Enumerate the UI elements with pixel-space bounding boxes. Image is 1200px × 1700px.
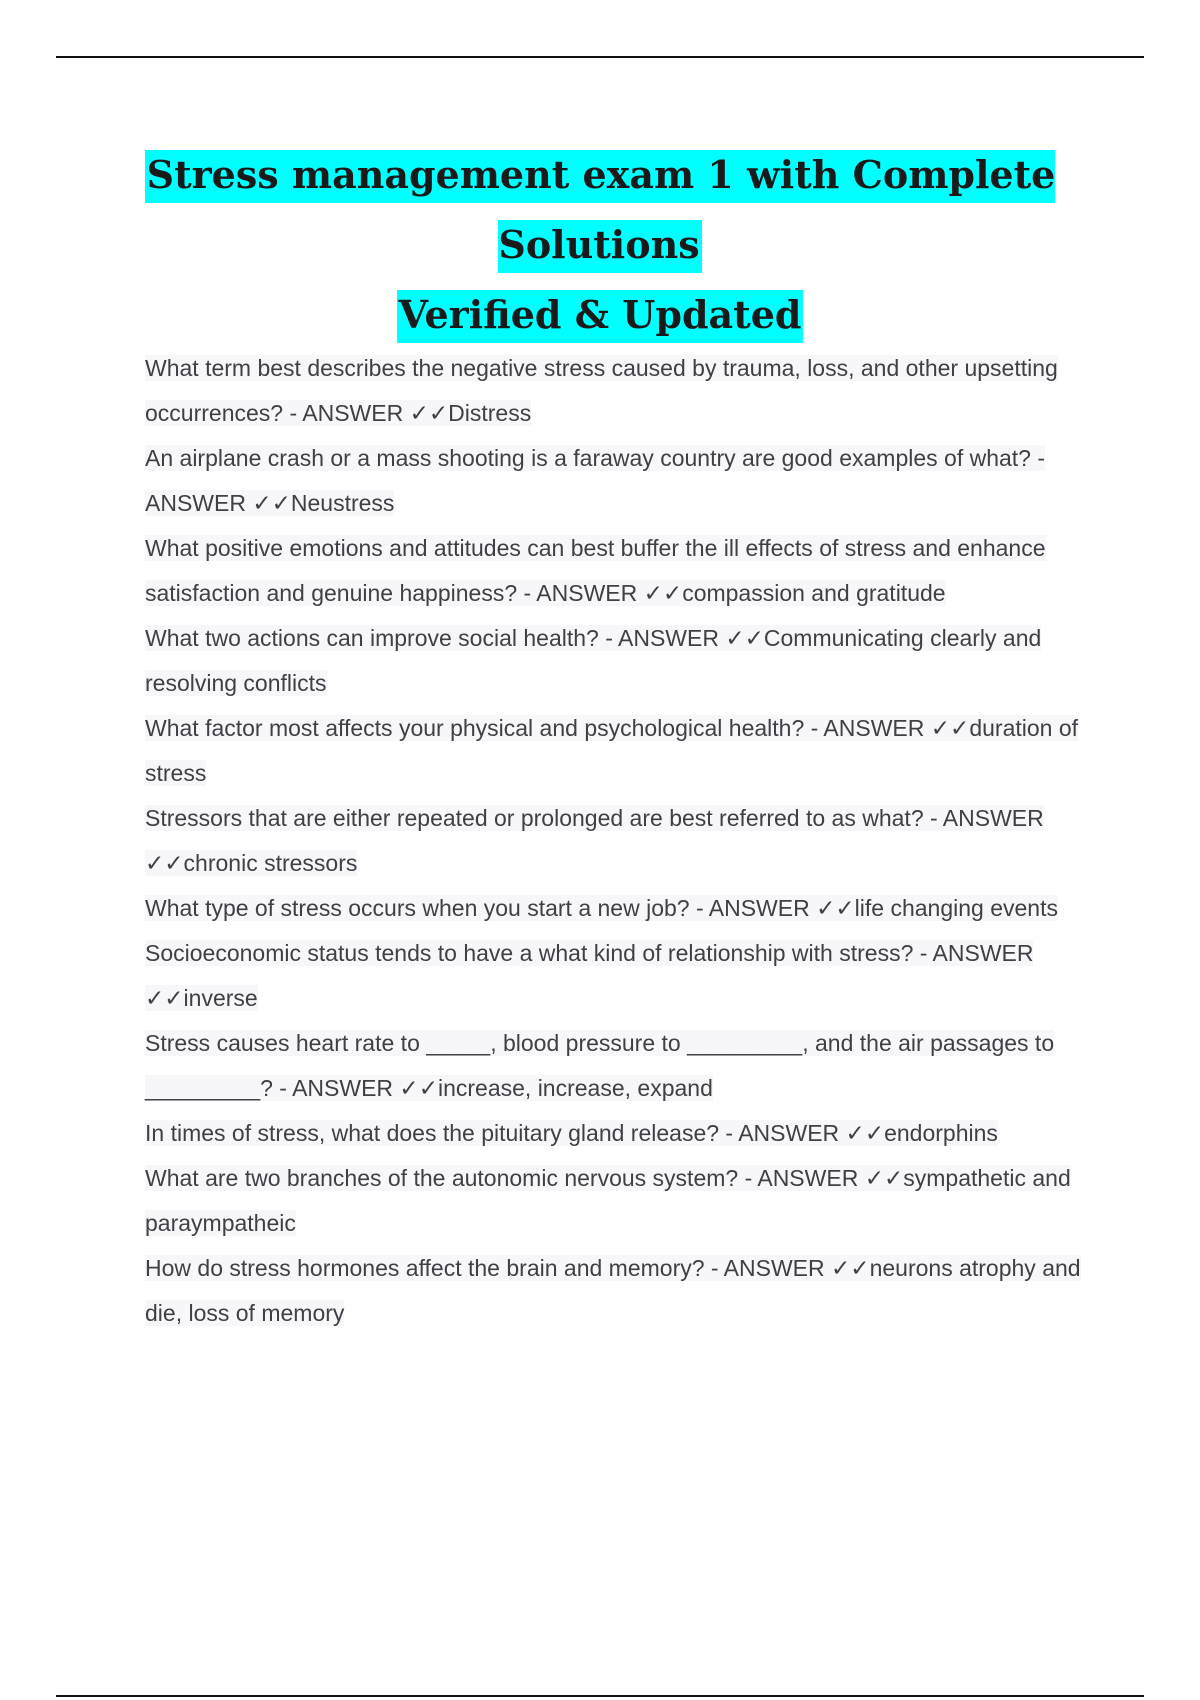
answer-text: Neustress — [290, 490, 395, 516]
question-text: In times of stress, what does the pituitary gland release? — [145, 1120, 720, 1146]
answer-text: compassion and gratitude — [682, 580, 946, 606]
answer-text: duration of stress — [145, 715, 1079, 786]
title-line-2: Verified & Updated — [397, 290, 804, 343]
qa-item — [145, 1021, 1095, 1111]
title-line-1: Stress management exam 1 with Complete Solutions — [145, 150, 1056, 273]
question-text: What term best describes the negative stress caused by trauma, loss, and other upsetting occurrences? — [145, 355, 1058, 426]
answer-prefix: - ANSWER ✓✓ — [598, 625, 764, 651]
answer-text: neurons atrophy and die, loss of memory — [145, 1255, 1081, 1326]
answer-prefix: - ANSWER ✓✓ — [283, 400, 449, 426]
qa-item — [145, 616, 1095, 706]
answer-prefix: - ANSWER ✓✓ — [704, 1255, 870, 1281]
answer-prefix: - ANSWER ✓✓ — [517, 580, 683, 606]
qa-item — [145, 1156, 1095, 1246]
qa-item — [145, 436, 1095, 526]
answer-prefix: - ANSWER ✓✓ — [145, 805, 1044, 876]
question-text: An airplane crash or a mass shooting is a faraway country are good examples of what? — [145, 445, 1031, 471]
answer-prefix: - ANSWER ✓✓ — [145, 940, 1034, 1011]
answer-text: Distress — [448, 400, 532, 426]
answer-prefix: - ANSWER ✓✓ — [738, 1165, 904, 1191]
answer-text: inverse — [183, 985, 258, 1011]
answer-prefix: - ANSWER ✓✓ — [689, 895, 855, 921]
top-rule — [56, 56, 1144, 58]
qa-item — [145, 1246, 1095, 1336]
question-text: What factor most affects your physical and psychological health? — [145, 715, 805, 741]
qa-item — [145, 526, 1095, 616]
question-text: Stress causes heart rate to _____, blood pressure to _________, and the air passages to _________? — [145, 1030, 1055, 1101]
answer-text: chronic stressors — [183, 850, 358, 876]
answer-text: Communicating clearly and resolving conflicts — [145, 625, 1042, 696]
question-text: How do stress hormones affect the brain and memory? — [145, 1255, 705, 1281]
qa-item — [145, 346, 1095, 436]
qa-item — [145, 796, 1095, 886]
question-text: What positive emotions and attitudes can best buffer the ill effects of stress and enhance satisfaction and genuine happiness? — [145, 535, 1046, 606]
document-title — [60, 140, 1140, 350]
answer-prefix: - ANSWER ✓✓ — [719, 1120, 885, 1146]
bottom-rule — [56, 1695, 1144, 1697]
question-text: What are two branches of the autonomic nervous system? — [145, 1165, 739, 1191]
qa-list — [145, 346, 1095, 1336]
qa-item — [145, 1111, 1095, 1156]
question-text: What two actions can improve social health? — [145, 625, 599, 651]
question-text: What type of stress occurs when you start a new job? — [145, 895, 690, 921]
answer-text: increase, increase, expand — [437, 1075, 713, 1101]
qa-item — [145, 931, 1095, 1021]
qa-item — [145, 886, 1095, 931]
answer-text: sympathetic and paraympatheic — [145, 1165, 1071, 1236]
answer-text: life changing events — [854, 895, 1058, 921]
answer-prefix: - ANSWER ✓✓ — [272, 1075, 438, 1101]
answer-text: endorphins — [884, 1120, 998, 1146]
question-text: Socioeconomic status tends to have a what kind of relationship with stress? — [145, 940, 914, 966]
answer-prefix: - ANSWER ✓✓ — [145, 445, 1046, 516]
answer-prefix: - ANSWER ✓✓ — [804, 715, 970, 741]
qa-item — [145, 706, 1095, 796]
question-text: Stressors that are either repeated or prolonged are best referred to as what? — [145, 805, 924, 831]
